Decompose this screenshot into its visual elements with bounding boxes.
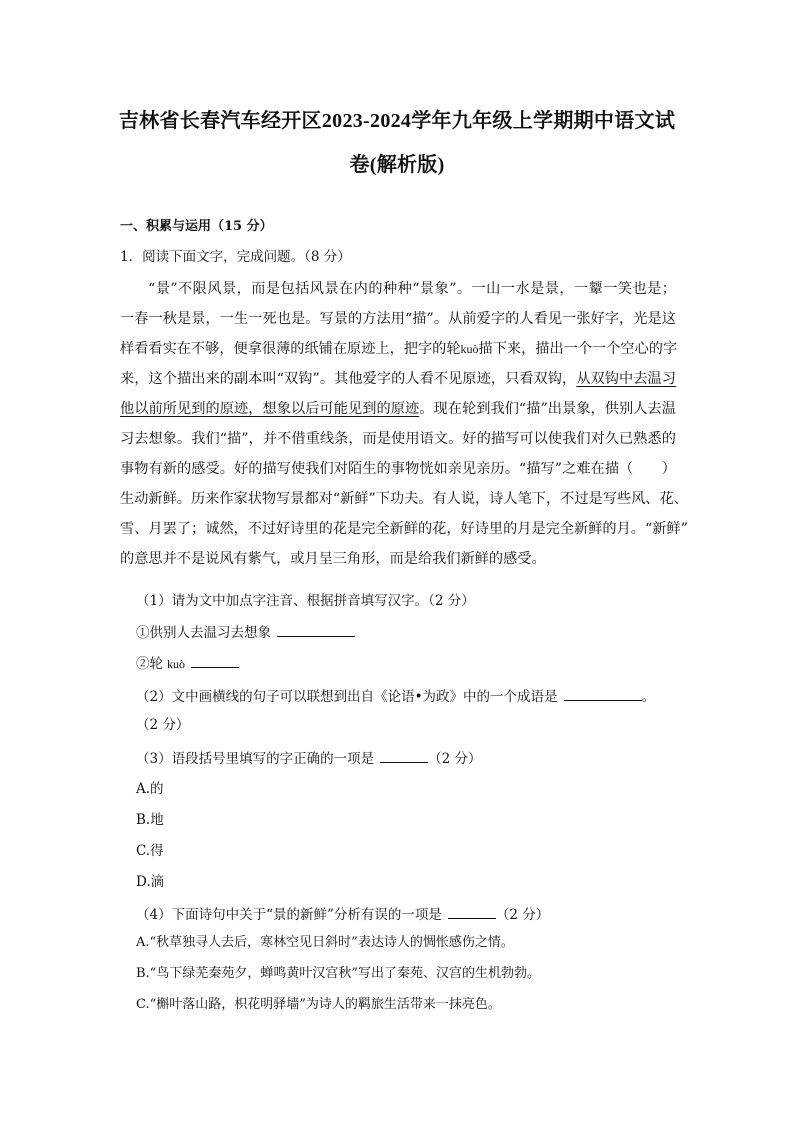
sub-question-2-prompt <box>136 686 655 706</box>
passage-text: 。现在轮到我们“描”出景象，供别人去温 <box>419 401 676 417</box>
passage-line <box>120 394 676 424</box>
option-c[interactable]: C.得 <box>136 843 164 859</box>
option-c[interactable]: C.“槲叶落山路，枳花明驿墙”为诗人的羁旅生活带来一抹亮色。 <box>136 997 501 1012</box>
document-title-line-1: 吉林省长春汽车经开区2023-2024学年九年级上学期期中语文试 <box>118 110 676 132</box>
passage-line: 雪、月罢了；诚然，不过好诗里的花是完全新鲜的花，好诗里的月是完全新鲜的月。“新鲜” <box>120 521 688 537</box>
passage-line: 一春一秋是景，一生一死也是。写景的方法用“描”。从前爱字的人看见一张好字，光是这 <box>120 311 676 327</box>
sub-question-3-prompt <box>136 748 481 768</box>
passage-text: 样看看实在不够，便拿很薄的纸铺在原迹上，把字的轮 <box>120 341 461 357</box>
pinyin-annotation: kuò <box>167 657 185 671</box>
passage-line <box>120 334 676 364</box>
section-heading: 一、积累与运用（15 分） <box>120 219 273 234</box>
passage-text: 来，这个描出来的副本叫“双钩”。其他爱字的人看不见原迹，只看双钩， <box>120 371 577 387</box>
passage-line: 生动新鲜。历来作家状物写景都对“新鲜”下功夫。有人说，诗人笔下，不过是写些风、花、 <box>120 491 688 507</box>
sub-question-1-prompt: （1）请为文中加点字注音、根据拼音填写汉字。（2 分） <box>136 593 475 609</box>
answer-blank[interactable] <box>277 622 355 637</box>
item-text: （2 分） <box>495 907 550 923</box>
passage-line <box>120 364 676 394</box>
passage-line: 习去想象。我们“描”，并不借重线条，而是使用语文。好的描写可以使我们对久已熟悉的 <box>120 431 676 447</box>
underlined-sentence: 从双钩中去温习 <box>576 371 676 387</box>
answer-blank[interactable] <box>191 653 239 668</box>
item-text: ①供别人去温习去想象 <box>136 625 271 641</box>
sub-question-2-score: （2 分） <box>136 717 190 733</box>
passage-line: 事物有新的感受。好的描写使我们对陌生的事物恍如亲见亲历。“描写”之难在描（ ） <box>120 461 676 477</box>
sub-question-1-item-1 <box>136 622 355 642</box>
item-text: （2）文中画横线的句子可以联想到出自《论语•为政》中的一个成语是 <box>136 689 558 705</box>
item-text: （3）语段括号里填写的字正确的一项是 <box>136 751 375 767</box>
underlined-sentence: 他以前所见到的原迹，想象以后可能见到的原迹 <box>120 401 420 417</box>
item-text: （2 分） <box>428 751 482 767</box>
item-text: （4）下面诗句中关于“景的新鲜”分析有误的一项是 <box>136 907 442 923</box>
option-a[interactable]: A.“秋草独寻人去后，寒林空见日斜时”表达诗人的惆怅感伤之情。 <box>136 935 514 950</box>
passage-line: 的意思并不是说风有紫气，或月呈三角形，而是给我们新鲜的感受。 <box>120 551 546 567</box>
item-text: 。 <box>641 689 656 705</box>
option-b[interactable]: B.“鸟下绿芜秦苑夕，蝉鸣黄叶汉宫秋”写出了秦苑、汉宫的生机勃勃。 <box>136 966 540 981</box>
passage-text: 描下来，描出一个一个空心的字 <box>478 341 678 357</box>
reading-passage <box>120 274 688 574</box>
document-title-line-2: 卷(解析版) <box>349 154 445 176</box>
passage-line: “景”不限风景，而是包括风景在内的种种“景象”。一山一水是景，一颦一笑也是； <box>148 281 676 297</box>
option-a[interactable]: A.的 <box>136 781 164 797</box>
pinyin-annotation: kuò <box>460 342 479 356</box>
option-d[interactable]: D.滴 <box>136 874 165 890</box>
option-b[interactable]: B.地 <box>136 812 164 828</box>
answer-blank[interactable] <box>380 748 428 763</box>
sub-question-4-prompt <box>136 904 549 924</box>
question-1-stem: 1．阅读下面文字，完成问题。（8 分） <box>120 249 351 265</box>
answer-blank[interactable] <box>448 904 496 919</box>
item-text: ②轮 <box>136 656 163 672</box>
sub-question-1-item-2 <box>136 653 239 673</box>
answer-blank[interactable] <box>564 686 642 701</box>
